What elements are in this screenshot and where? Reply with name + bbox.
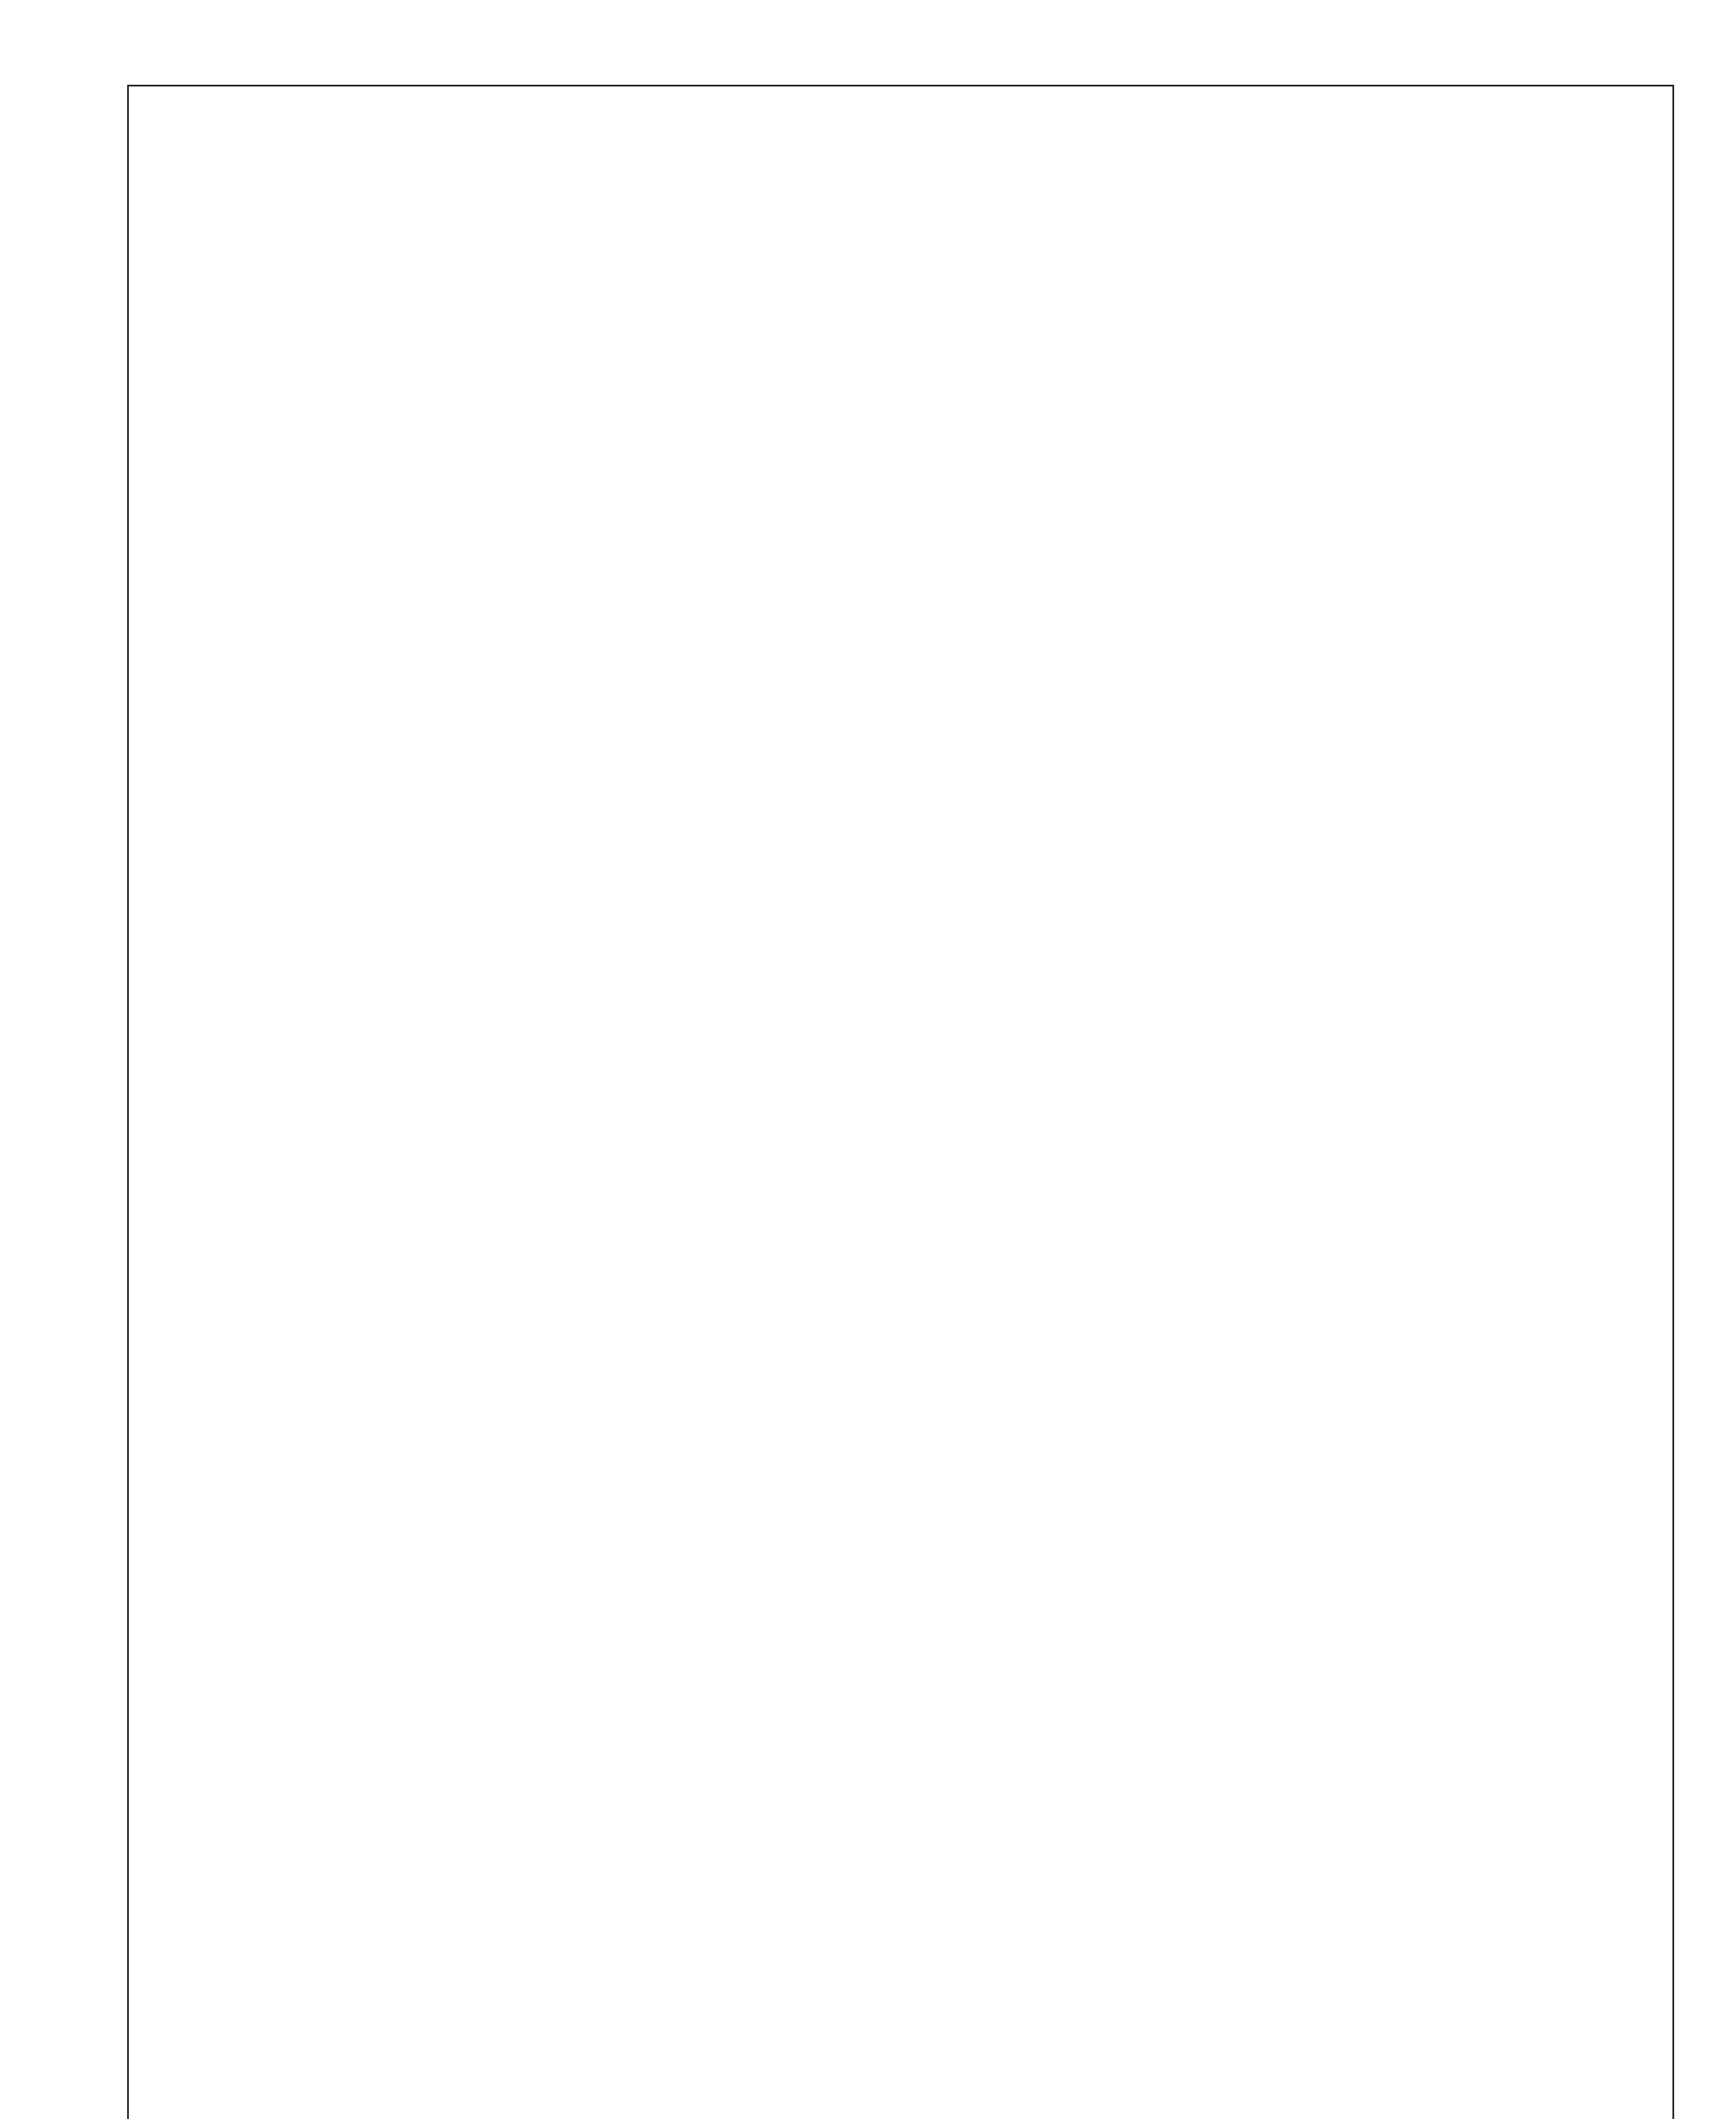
newspaper-page [127, 85, 1674, 2119]
